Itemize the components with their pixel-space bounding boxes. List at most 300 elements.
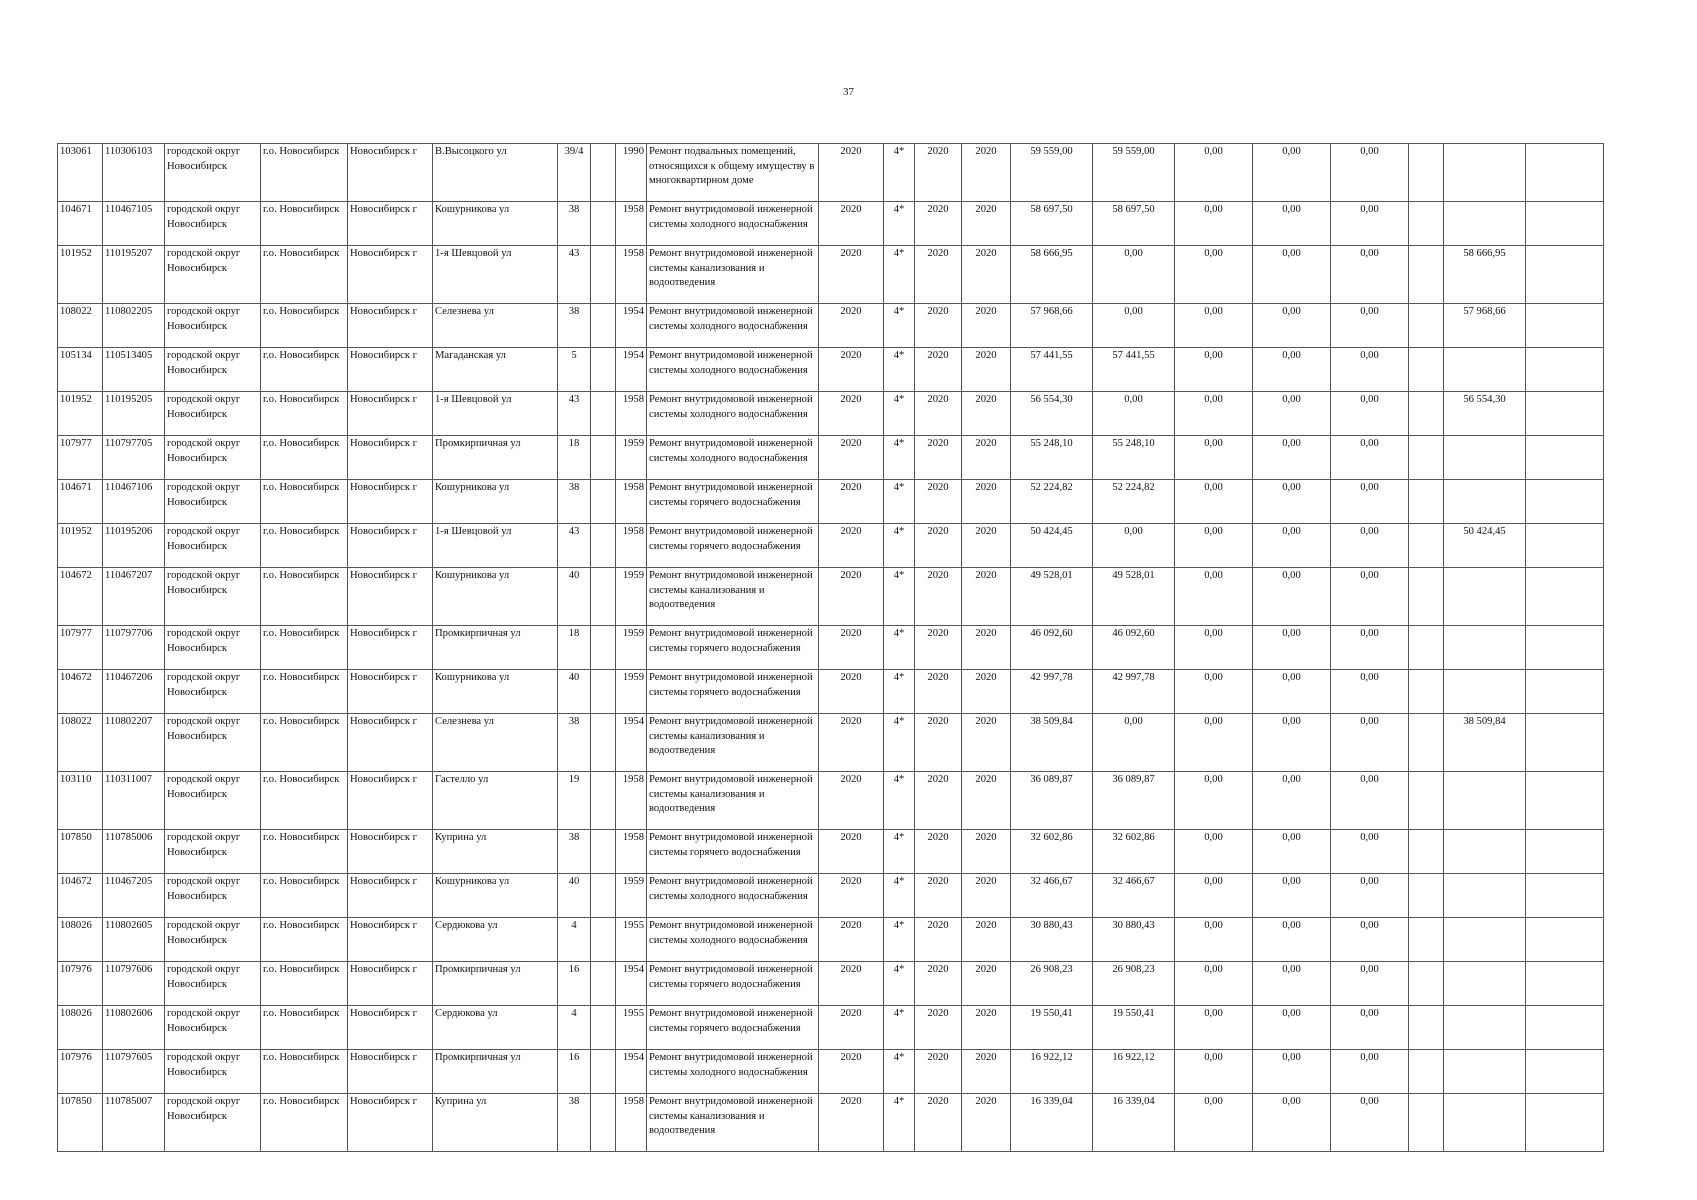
regional-cost-cell: 0,00 [1253,144,1331,202]
note-cell [1526,348,1604,392]
extra-cell [1409,772,1444,830]
district-cell: г.о. Новосибирск [261,626,348,670]
year-built-cell: 1954 [616,962,647,1006]
house-number-cell: 43 [558,524,591,568]
local-cost-cell: 0,00 [1331,918,1409,962]
municipality-cell: городской округ Новосибирск [165,1094,261,1152]
fund-cost-cell: 16 339,04 [1093,1094,1175,1152]
note-cell [1526,202,1604,246]
work-id-cell: 110802606 [103,1006,165,1050]
street-cell: Сердюкова ул [433,1006,558,1050]
district-cell: г.о. Новосибирск [261,524,348,568]
note-cell [1526,1050,1604,1094]
local-cost-cell: 0,00 [1331,772,1409,830]
plan-year-cell: 2020 [819,144,884,202]
work-type-cell: Ремонт внутридомовой инженерной системы канализования и водоотведения [647,772,819,830]
end-year-cell: 2020 [962,830,1011,874]
note-cell [1526,304,1604,348]
plan-year-cell: 2020 [819,1006,884,1050]
district-cell: г.о. Новосибирск [261,480,348,524]
note-cell [1526,772,1604,830]
city-cell: Новосибирск г [348,568,433,626]
house-id-cell: 105134 [58,348,103,392]
work-id-cell: 110513405 [103,348,165,392]
year-built-cell: 1959 [616,626,647,670]
start-year-cell: 2020 [915,772,962,830]
extra-cell [1409,436,1444,480]
work-type-cell: Ремонт внутридомовой инженерной системы горячего водоснабжения [647,962,819,1006]
end-year-cell: 2020 [962,144,1011,202]
street-cell: Промкирпичная ул [433,1050,558,1094]
work-id-cell: 110797705 [103,436,165,480]
owners-cost-cell [1444,626,1526,670]
total-cost-cell: 58 666,95 [1011,246,1093,304]
mark-cell: 4* [884,246,915,304]
house-id-cell: 101952 [58,392,103,436]
municipality-cell: городской округ Новосибирск [165,962,261,1006]
building-cell [591,568,616,626]
work-type-cell: Ремонт внутридомовой инженерной системы холодного водоснабжения [647,874,819,918]
local-cost-cell: 0,00 [1331,626,1409,670]
district-cell: г.о. Новосибирск [261,874,348,918]
house-number-cell: 38 [558,202,591,246]
municipality-cell: городской округ Новосибирск [165,480,261,524]
local-cost-cell: 0,00 [1331,524,1409,568]
extra-cell [1409,1006,1444,1050]
fund-cost-cell: 57 441,55 [1093,348,1175,392]
start-year-cell: 2020 [915,830,962,874]
end-year-cell: 2020 [962,348,1011,392]
extra-cell [1409,524,1444,568]
work-type-cell: Ремонт внутридомовой инженерной системы холодного водоснабжения [647,436,819,480]
regional-cost-cell: 0,00 [1253,524,1331,568]
house-number-cell: 18 [558,436,591,480]
start-year-cell: 2020 [915,144,962,202]
local-cost-cell: 0,00 [1331,830,1409,874]
house-id-cell: 108022 [58,304,103,348]
end-year-cell: 2020 [962,874,1011,918]
extra-cell [1409,304,1444,348]
start-year-cell: 2020 [915,392,962,436]
page-number: 37 [843,86,854,98]
district-cell: г.о. Новосибирск [261,304,348,348]
house-id-cell: 107976 [58,962,103,1006]
end-year-cell: 2020 [962,772,1011,830]
house-number-cell: 38 [558,304,591,348]
note-cell [1526,524,1604,568]
register-body [58,144,1604,1152]
house-id-cell: 107976 [58,1050,103,1094]
federal-cost-cell: 0,00 [1175,772,1253,830]
regional-cost-cell: 0,00 [1253,1006,1331,1050]
house-number-cell: 4 [558,918,591,962]
city-cell: Новосибирск г [348,874,433,918]
building-cell [591,304,616,348]
federal-cost-cell: 0,00 [1175,436,1253,480]
owners-cost-cell [1444,670,1526,714]
extra-cell [1409,670,1444,714]
city-cell: Новосибирск г [348,348,433,392]
total-cost-cell: 55 248,10 [1011,436,1093,480]
total-cost-cell: 58 697,50 [1011,202,1093,246]
fund-cost-cell: 36 089,87 [1093,772,1175,830]
city-cell: Новосибирск г [348,626,433,670]
total-cost-cell: 50 424,45 [1011,524,1093,568]
extra-cell [1409,918,1444,962]
total-cost-cell: 49 528,01 [1011,568,1093,626]
year-built-cell: 1959 [616,670,647,714]
work-type-cell: Ремонт внутридомовой инженерной системы холодного водоснабжения [647,304,819,348]
plan-year-cell: 2020 [819,1050,884,1094]
work-type-cell: Ремонт внутридомовой инженерной системы холодного водоснабжения [647,348,819,392]
house-id-cell: 101952 [58,524,103,568]
federal-cost-cell: 0,00 [1175,568,1253,626]
house-id-cell: 108026 [58,918,103,962]
building-cell [591,626,616,670]
extra-cell [1409,202,1444,246]
work-id-cell: 110467205 [103,874,165,918]
municipality-cell: городской округ Новосибирск [165,1050,261,1094]
house-id-cell: 104672 [58,670,103,714]
city-cell: Новосибирск г [348,436,433,480]
house-id-cell: 101952 [58,246,103,304]
federal-cost-cell: 0,00 [1175,524,1253,568]
extra-cell [1409,568,1444,626]
federal-cost-cell: 0,00 [1175,246,1253,304]
table-row [58,246,1604,304]
house-number-cell: 40 [558,568,591,626]
street-cell: Кошурникова ул [433,480,558,524]
house-id-cell: 104672 [58,874,103,918]
district-cell: г.о. Новосибирск [261,202,348,246]
mark-cell: 4* [884,524,915,568]
work-id-cell: 110802205 [103,304,165,348]
city-cell: Новосибирск г [348,246,433,304]
owners-cost-cell [1444,1094,1526,1152]
table-row [58,1006,1604,1050]
mark-cell: 4* [884,714,915,772]
mark-cell: 4* [884,918,915,962]
work-type-cell: Ремонт внутридомовой инженерной системы холодного водоснабжения [647,918,819,962]
fund-cost-cell: 0,00 [1093,392,1175,436]
work-type-cell: Ремонт внутридомовой инженерной системы канализования и водоотведения [647,714,819,772]
city-cell: Новосибирск г [348,670,433,714]
municipality-cell: городской округ Новосибирск [165,1006,261,1050]
building-cell [591,772,616,830]
year-built-cell: 1958 [616,830,647,874]
federal-cost-cell: 0,00 [1175,714,1253,772]
year-built-cell: 1958 [616,392,647,436]
year-built-cell: 1958 [616,202,647,246]
table-row [58,392,1604,436]
regional-cost-cell: 0,00 [1253,918,1331,962]
local-cost-cell: 0,00 [1331,202,1409,246]
city-cell: Новосибирск г [348,480,433,524]
fund-cost-cell: 42 997,78 [1093,670,1175,714]
work-id-cell: 110467105 [103,202,165,246]
plan-year-cell: 2020 [819,962,884,1006]
total-cost-cell: 16 339,04 [1011,1094,1093,1152]
building-cell [591,962,616,1006]
district-cell: г.о. Новосибирск [261,962,348,1006]
municipality-cell: городской округ Новосибирск [165,714,261,772]
district-cell: г.о. Новосибирск [261,918,348,962]
extra-cell [1409,144,1444,202]
mark-cell: 4* [884,772,915,830]
year-built-cell: 1954 [616,348,647,392]
fund-cost-cell: 26 908,23 [1093,962,1175,1006]
municipality-cell: городской округ Новосибирск [165,918,261,962]
extra-cell [1409,480,1444,524]
start-year-cell: 2020 [915,568,962,626]
municipality-cell: городской округ Новосибирск [165,144,261,202]
owners-cost-cell [1444,480,1526,524]
street-cell: 1-я Шевцовой ул [433,246,558,304]
district-cell: г.о. Новосибирск [261,436,348,480]
regional-cost-cell: 0,00 [1253,480,1331,524]
district-cell: г.о. Новосибирск [261,144,348,202]
mark-cell: 4* [884,1094,915,1152]
municipality-cell: городской округ Новосибирск [165,874,261,918]
house-id-cell: 107850 [58,830,103,874]
year-built-cell: 1958 [616,480,647,524]
work-type-cell: Ремонт внутридомовой инженерной системы канализования и водоотведения [647,1094,819,1152]
federal-cost-cell: 0,00 [1175,1050,1253,1094]
plan-year-cell: 2020 [819,772,884,830]
street-cell: Сердюкова ул [433,918,558,962]
federal-cost-cell: 0,00 [1175,1094,1253,1152]
table-row [58,568,1604,626]
federal-cost-cell: 0,00 [1175,144,1253,202]
plan-year-cell: 2020 [819,202,884,246]
local-cost-cell: 0,00 [1331,714,1409,772]
building-cell [591,874,616,918]
regional-cost-cell: 0,00 [1253,670,1331,714]
owners-cost-cell [1444,918,1526,962]
end-year-cell: 2020 [962,392,1011,436]
street-cell: 1-я Шевцовой ул [433,524,558,568]
district-cell: г.о. Новосибирск [261,714,348,772]
street-cell: Куприна ул [433,1094,558,1152]
year-built-cell: 1959 [616,568,647,626]
street-cell: Кошурникова ул [433,202,558,246]
fund-cost-cell: 16 922,12 [1093,1050,1175,1094]
year-built-cell: 1954 [616,304,647,348]
mark-cell: 4* [884,144,915,202]
house-number-cell: 38 [558,714,591,772]
start-year-cell: 2020 [915,714,962,772]
fund-cost-cell: 49 528,01 [1093,568,1175,626]
street-cell: Магаданская ул [433,348,558,392]
owners-cost-cell [1444,772,1526,830]
house-number-cell: 40 [558,670,591,714]
extra-cell [1409,626,1444,670]
plan-year-cell: 2020 [819,714,884,772]
city-cell: Новосибирск г [348,714,433,772]
street-cell: Гастелло ул [433,772,558,830]
building-cell [591,348,616,392]
fund-cost-cell: 30 880,43 [1093,918,1175,962]
house-number-cell: 19 [558,772,591,830]
work-type-cell: Ремонт внутридомовой инженерной системы холодного водоснабжения [647,202,819,246]
city-cell: Новосибирск г [348,1094,433,1152]
building-cell [591,144,616,202]
street-cell: Кошурникова ул [433,568,558,626]
district-cell: г.о. Новосибирск [261,670,348,714]
municipality-cell: городской округ Новосибирск [165,568,261,626]
district-cell: г.о. Новосибирск [261,1050,348,1094]
owners-cost-cell [1444,348,1526,392]
plan-year-cell: 2020 [819,830,884,874]
local-cost-cell: 0,00 [1331,304,1409,348]
building-cell [591,1094,616,1152]
end-year-cell: 2020 [962,918,1011,962]
mark-cell: 4* [884,962,915,1006]
year-built-cell: 1958 [616,524,647,568]
table-row [58,1094,1604,1152]
municipality-cell: городской округ Новосибирск [165,246,261,304]
note-cell [1526,918,1604,962]
street-cell: Куприна ул [433,830,558,874]
district-cell: г.о. Новосибирск [261,1094,348,1152]
mark-cell: 4* [884,568,915,626]
work-id-cell: 110802605 [103,918,165,962]
mark-cell: 4* [884,202,915,246]
note-cell [1526,962,1604,1006]
start-year-cell: 2020 [915,202,962,246]
total-cost-cell: 59 559,00 [1011,144,1093,202]
work-id-cell: 110802207 [103,714,165,772]
district-cell: г.о. Новосибирск [261,830,348,874]
regional-cost-cell: 0,00 [1253,246,1331,304]
house-id-cell: 108022 [58,714,103,772]
work-type-cell: Ремонт внутридомовой инженерной системы горячего водоснабжения [647,670,819,714]
plan-year-cell: 2020 [819,436,884,480]
federal-cost-cell: 0,00 [1175,874,1253,918]
extra-cell [1409,392,1444,436]
regional-cost-cell: 0,00 [1253,304,1331,348]
house-number-cell: 18 [558,626,591,670]
work-type-cell: Ремонт внутридомовой инженерной системы канализования и водоотведения [647,246,819,304]
local-cost-cell: 0,00 [1331,436,1409,480]
federal-cost-cell: 0,00 [1175,304,1253,348]
city-cell: Новосибирск г [348,524,433,568]
local-cost-cell: 0,00 [1331,348,1409,392]
end-year-cell: 2020 [962,626,1011,670]
house-number-cell: 38 [558,830,591,874]
note-cell [1526,874,1604,918]
total-cost-cell: 32 466,67 [1011,874,1093,918]
federal-cost-cell: 0,00 [1175,1006,1253,1050]
end-year-cell: 2020 [962,246,1011,304]
plan-year-cell: 2020 [819,392,884,436]
municipality-cell: городской округ Новосибирск [165,304,261,348]
note-cell [1526,436,1604,480]
local-cost-cell: 0,00 [1331,392,1409,436]
end-year-cell: 2020 [962,1050,1011,1094]
house-id-cell: 103110 [58,772,103,830]
district-cell: г.о. Новосибирск [261,568,348,626]
total-cost-cell: 57 441,55 [1011,348,1093,392]
year-built-cell: 1955 [616,918,647,962]
work-type-cell: Ремонт внутридомовой инженерной системы канализования и водоотведения [647,568,819,626]
fund-cost-cell: 0,00 [1093,524,1175,568]
fund-cost-cell: 19 550,41 [1093,1006,1175,1050]
work-id-cell: 110797706 [103,626,165,670]
start-year-cell: 2020 [915,962,962,1006]
end-year-cell: 2020 [962,568,1011,626]
city-cell: Новосибирск г [348,830,433,874]
city-cell: Новосибирск г [348,144,433,202]
local-cost-cell: 0,00 [1331,568,1409,626]
mark-cell: 4* [884,392,915,436]
federal-cost-cell: 0,00 [1175,480,1253,524]
federal-cost-cell: 0,00 [1175,348,1253,392]
city-cell: Новосибирск г [348,1050,433,1094]
work-id-cell: 110195206 [103,524,165,568]
table-row [58,144,1604,202]
house-id-cell: 107977 [58,626,103,670]
note-cell [1526,1094,1604,1152]
municipality-cell: городской округ Новосибирск [165,202,261,246]
house-number-cell: 16 [558,1050,591,1094]
building-cell [591,670,616,714]
building-cell [591,830,616,874]
table-row [58,670,1604,714]
regional-cost-cell: 0,00 [1253,202,1331,246]
regional-cost-cell: 0,00 [1253,436,1331,480]
local-cost-cell: 0,00 [1331,874,1409,918]
start-year-cell: 2020 [915,524,962,568]
end-year-cell: 2020 [962,1094,1011,1152]
owners-cost-cell [1444,568,1526,626]
table-row [58,626,1604,670]
plan-year-cell: 2020 [819,480,884,524]
municipality-cell: городской округ Новосибирск [165,670,261,714]
note-cell [1526,714,1604,772]
fund-cost-cell: 59 559,00 [1093,144,1175,202]
owners-cost-cell [1444,830,1526,874]
district-cell: г.о. Новосибирск [261,392,348,436]
plan-year-cell: 2020 [819,918,884,962]
plan-year-cell: 2020 [819,1094,884,1152]
street-cell: Промкирпичная ул [433,962,558,1006]
work-type-cell: Ремонт подвальных помещений, относящихся к общему имуществу в многоквартирном доме [647,144,819,202]
house-number-cell: 38 [558,480,591,524]
table-row [58,202,1604,246]
house-id-cell: 104671 [58,480,103,524]
city-cell: Новосибирск г [348,962,433,1006]
table-row [58,524,1604,568]
year-built-cell: 1958 [616,1094,647,1152]
regional-cost-cell: 0,00 [1253,1050,1331,1094]
fund-cost-cell: 0,00 [1093,714,1175,772]
note-cell [1526,830,1604,874]
table-row [58,714,1604,772]
year-built-cell: 1990 [616,144,647,202]
district-cell: г.о. Новосибирск [261,348,348,392]
regional-cost-cell: 0,00 [1253,962,1331,1006]
house-id-cell: 104672 [58,568,103,626]
municipality-cell: городской округ Новосибирск [165,772,261,830]
district-cell: г.о. Новосибирск [261,246,348,304]
work-type-cell: Ремонт внутридомовой инженерной системы горячего водоснабжения [647,830,819,874]
plan-year-cell: 2020 [819,568,884,626]
work-id-cell: 110195205 [103,392,165,436]
plan-year-cell: 2020 [819,524,884,568]
total-cost-cell: 16 922,12 [1011,1050,1093,1094]
house-number-cell: 40 [558,874,591,918]
